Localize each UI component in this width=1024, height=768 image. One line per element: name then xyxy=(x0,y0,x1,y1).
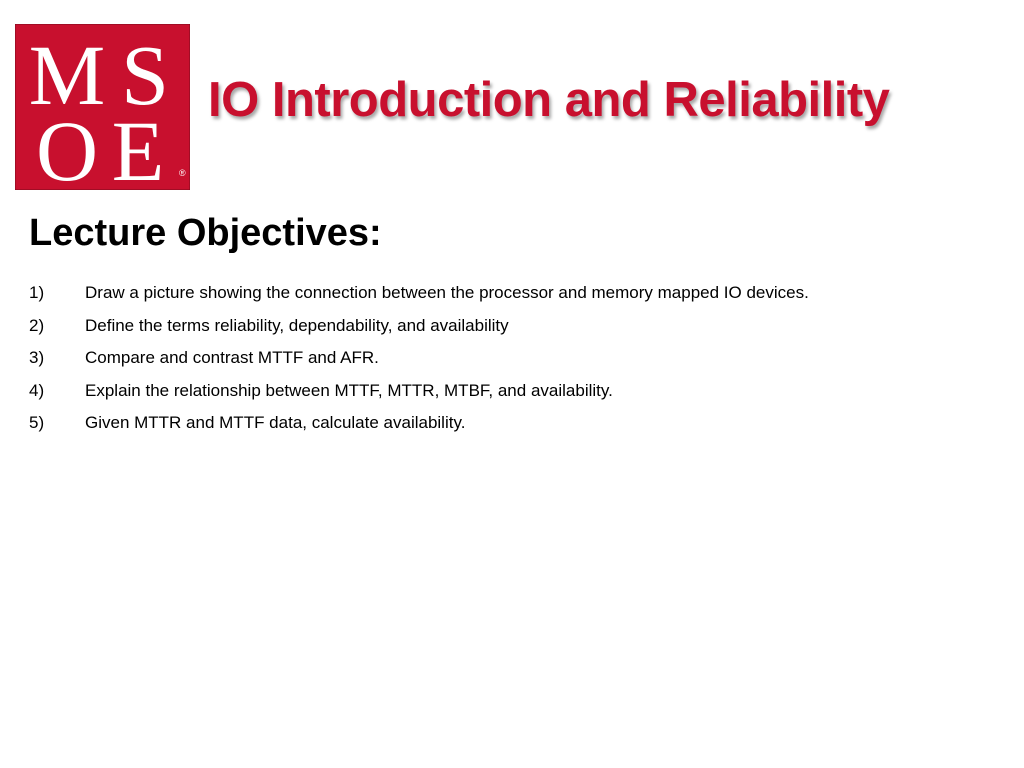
objective-number: 4) xyxy=(29,380,45,400)
logo-letter-e: E xyxy=(111,103,165,190)
objectives-heading: Lecture Objectives: xyxy=(29,212,382,254)
msoe-logo xyxy=(15,24,190,190)
logo-letter-m: M xyxy=(28,27,106,123)
logo-letter-o: O xyxy=(35,103,99,190)
objective-item xyxy=(29,377,809,410)
objective-item xyxy=(29,279,809,312)
objective-number: 2) xyxy=(29,315,45,335)
objective-text: Given MTTR and MTTF data, calculate availability. xyxy=(85,413,466,432)
objective-text: Define the terms reliability, dependability, and availability xyxy=(85,315,509,335)
logo-letter-s: S xyxy=(121,27,169,123)
objective-text: Draw a picture showing the connection between the processor and memory mapped IO devices. xyxy=(85,283,809,302)
objective-number: 3) xyxy=(29,348,45,367)
objective-text: Explain the relationship between MTTF, MTTR, MTBF, and availability. xyxy=(85,380,613,400)
objective-item xyxy=(29,409,809,442)
objective-number: 1) xyxy=(29,283,45,302)
msoe-logo-graphic xyxy=(15,24,190,190)
logo-registered-mark: ® xyxy=(179,168,186,178)
slide-title: IO Introduction and Reliability xyxy=(208,73,890,127)
objective-text: Compare and contrast MTTF and AFR. xyxy=(85,348,379,367)
objective-item xyxy=(29,312,809,345)
objective-item xyxy=(29,344,809,377)
objective-number: 5) xyxy=(29,413,45,432)
objectives-list xyxy=(29,279,809,442)
